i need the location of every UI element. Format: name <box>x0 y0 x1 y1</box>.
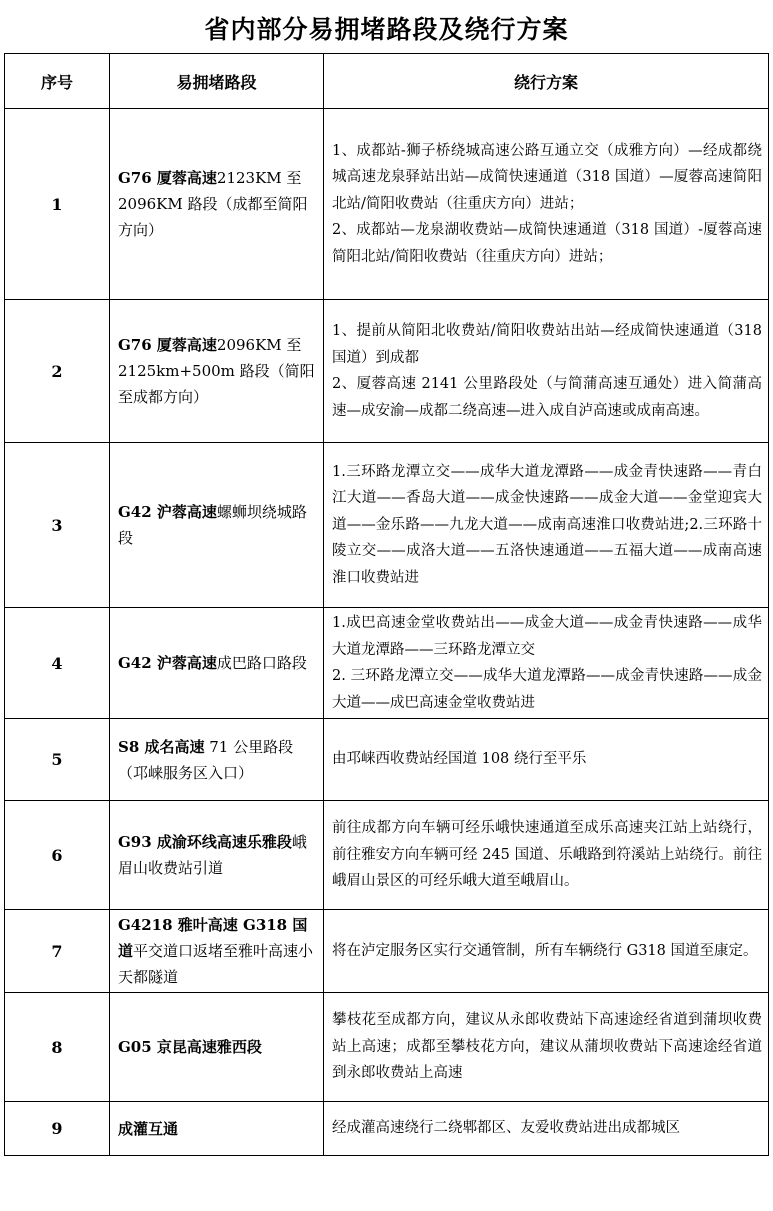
road-name: G76 厦蓉高速 <box>118 169 217 187</box>
road-name: 成灌互通 <box>118 1119 179 1138</box>
row-plan: 经成灌高速绕行二绕郫都区、友爱收费站进出成都城区 <box>324 1102 769 1156</box>
table-row <box>5 608 769 719</box>
header-plan: 绕行方案 <box>324 54 769 109</box>
row-plan: 1.三环路龙潭立交——成华大道龙潭路——成金青快速路——青白江大道——香岛大道——成金快速路——成金大道——金堂迎宾大道——金乐路——九龙大道——成南高速淮口收费站进;2.三环路十陵立交——成洛大道——五洛快速通道——五福大道——成南高速淮口收费站进 <box>324 443 769 608</box>
row-plan: 1.成巴高速金堂收费站出——成金大道——成金青快速路——成华大道龙潭路——三环路龙潭立交 2. 三环路龙潭立交——成华大道龙潭路——成金青快速路——成金大道——成巴高速金堂收费站进 <box>324 608 769 719</box>
road-name: S8 成名高速 <box>118 737 205 756</box>
road-name: G42 沪蓉高速 <box>118 503 217 521</box>
row-no: 5 <box>5 719 110 801</box>
road-section: 峨眉山收费站引道 <box>118 833 307 877</box>
row-road <box>110 608 324 719</box>
road-section: 2123KM 至 2096KM 路段（成都至简阳方向） <box>118 169 308 239</box>
header-road: 易拥堵路段 <box>110 54 324 109</box>
road-section: 2096KM 至 2125km+500m 路段（简阳至成都方向） <box>118 336 315 406</box>
row-no: 6 <box>5 801 110 910</box>
row-no: 8 <box>5 993 110 1102</box>
row-plan: 1、成都站-狮子桥绕城高速公路互通立交（成雅方向）—经成都绕城高速龙泉驿站出站—成简快速通道（318 国道）—厦蓉高速简阳北站/简阳收费站（往重庆方向）进站； 2、成都站—龙泉湖收费站—成简快速通道（318 国道）-厦蓉高速简阳北站/简阳收费站（往重庆方向）进站； <box>324 109 769 300</box>
row-plan: 由邛崃西收费站经国道 108 绕行至平乐 <box>324 719 769 801</box>
row-plan: 将在泸定服务区实行交通管制，所有车辆绕行 G318 国道至康定。 <box>324 910 769 993</box>
row-road <box>110 300 324 443</box>
road-name: G4218 雅叶高速 G318 国道 <box>118 916 308 960</box>
road-name: G42 沪蓉高速 <box>118 654 217 672</box>
table-row <box>5 1102 769 1156</box>
table-row <box>5 801 769 910</box>
road-section: 平交道口返堵至雅叶高速小天都隧道 <box>118 942 314 986</box>
row-no: 4 <box>5 608 110 719</box>
row-road <box>110 443 324 608</box>
row-no: 3 <box>5 443 110 608</box>
road-section: 71 公里路段（邛崃服务区入口） <box>118 737 294 782</box>
row-plan: 攀枝花至成都方向，建议从永郎收费站下高速途经省道到蒲坝收费站上高速；成都至攀枝花方向，建议从蒲坝收费站下高速途经省道到永郎收费站上高速 <box>324 993 769 1102</box>
detour-table-container <box>4 53 768 1156</box>
table-row <box>5 993 769 1102</box>
road-section: 成巴路口路段 <box>216 654 307 672</box>
detour-table <box>4 53 769 1156</box>
table-row <box>5 443 769 608</box>
table-header-row <box>5 54 769 109</box>
row-no: 9 <box>5 1102 110 1156</box>
table-row <box>5 719 769 801</box>
row-no: 2 <box>5 300 110 443</box>
road-name: G93 成渝环线高速乐雅段 <box>118 833 292 851</box>
row-road <box>110 993 324 1102</box>
row-road <box>110 1102 324 1156</box>
header-no: 序号 <box>5 54 110 109</box>
road-name: G76 厦蓉高速 <box>118 336 217 354</box>
row-plan: 1、提前从简阳北收费站/简阳收费站出站—经成简快速通道（318 国道）到成都 2、厦蓉高速 2141 公里路段处（与简蒲高速互通处）进入简蒲高速—成安渝—成都二绕高速—进入成自泸高速或成南高速。 <box>324 300 769 443</box>
road-name: G05 京昆高速雅西段 <box>118 1038 262 1056</box>
table-row <box>5 109 769 300</box>
row-plan: 前往成都方向车辆可经乐峨快速通道至成乐高速夹江站上站绕行，前往雅安方向车辆可经 245 国道、乐峨路到符溪站上站绕行。前往峨眉山景区的可经乐峨大道至峨眉山。 <box>324 801 769 910</box>
row-road <box>110 109 324 300</box>
page-title: 省内部分易拥堵路段及绕行方案 <box>204 15 569 44</box>
table-row <box>5 910 769 993</box>
row-road <box>110 719 324 801</box>
road-section: 螺蛳坝绕城路段 <box>118 503 307 547</box>
row-road <box>110 801 324 910</box>
row-no: 1 <box>5 109 110 300</box>
row-road <box>110 910 324 993</box>
table-row <box>5 300 769 443</box>
row-no: 7 <box>5 910 110 993</box>
